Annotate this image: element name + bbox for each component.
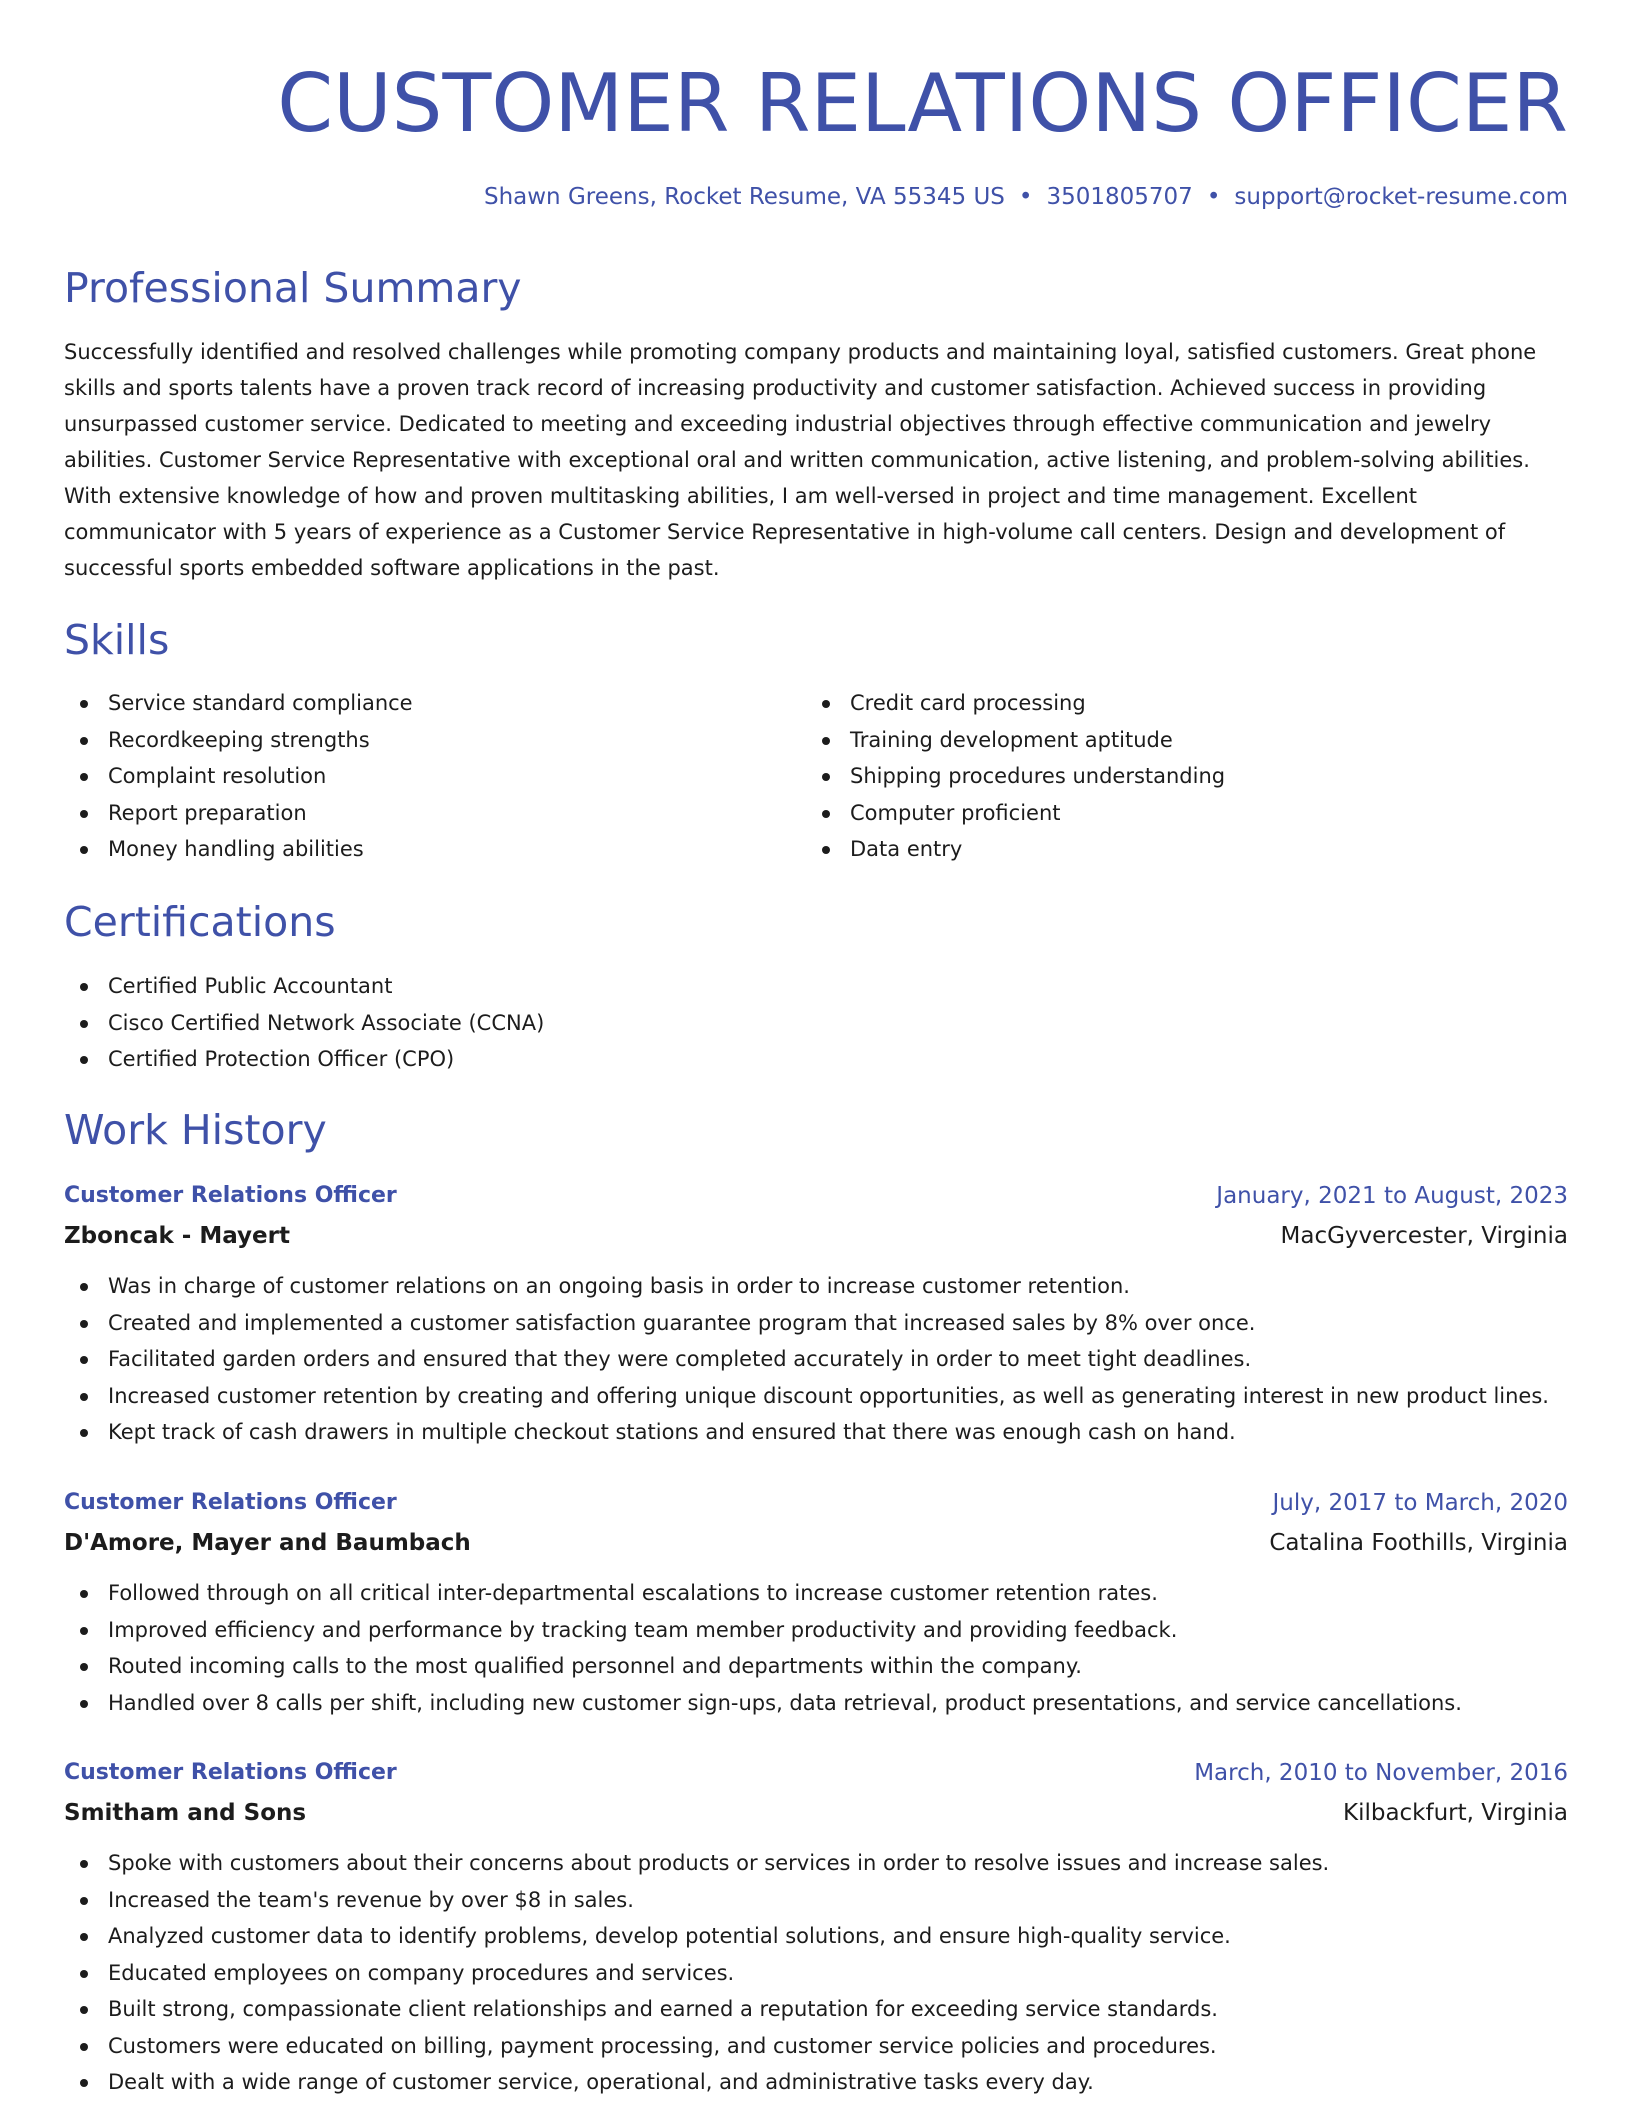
contact-line <box>484 180 1568 214</box>
contact-email: support@rocket-resume.com <box>1234 184 1568 210</box>
job-company-row <box>64 1523 1568 1563</box>
list-item: Money handling abilities <box>64 831 413 868</box>
job-title-row <box>64 1483 1568 1523</box>
list-item: Customers were educated on billing, payment processing, and customer service policies and procedures. <box>64 2028 1568 2065</box>
job-company-row <box>64 1793 1568 1833</box>
list-item: Educated employees on company procedures and services. <box>64 1955 1568 1992</box>
list-item: Kept track of cash drawers in multiple checkout stations and ensured that there was enough cash on hand. <box>64 1414 1568 1451</box>
list-item: Analyzed customer data to identify problems, develop potential solutions, and ensure high-quality service. <box>64 1918 1568 1955</box>
skills-heading: Skills <box>64 616 170 664</box>
skills-list-left <box>64 685 413 868</box>
list-item: Certified Protection Officer (CPO) <box>64 1041 544 1078</box>
contact-separator: • <box>1206 184 1221 210</box>
job-entry <box>64 1753 1568 2101</box>
resume-title: CUSTOMER RELATIONS OFFICER <box>277 57 1568 150</box>
list-item: Recordkeeping strengths <box>64 722 413 759</box>
job-dates: March, 2010 to November, 2016 <box>1194 1760 1568 1786</box>
list-item: Built strong, compassionate client relationships and earned a reputation for exceeding service standards. <box>64 1991 1568 2028</box>
job-entry <box>64 1483 1568 1721</box>
list-item: Report preparation <box>64 795 413 832</box>
job-bullets <box>64 1575 1568 1721</box>
list-item: Improved efficiency and performance by tracking team member productivity and providing feedback. <box>64 1612 1568 1649</box>
job-company-row <box>64 1216 1568 1256</box>
list-item: Credit card processing <box>806 685 1225 722</box>
job-title: Customer Relations Officer <box>64 1760 397 1785</box>
job-bullets <box>64 1845 1568 2101</box>
job-company: D'Amore, Mayer and Baumbach <box>64 1530 471 1556</box>
job-title: Customer Relations Officer <box>64 1490 397 1515</box>
list-item: Followed through on all critical inter-departmental escalations to increase customer retention rates. <box>64 1575 1568 1612</box>
list-item: Increased the team's revenue by over $8 in sales. <box>64 1882 1568 1919</box>
job-company: Zboncak - Mayert <box>64 1223 290 1249</box>
job-title-row <box>64 1176 1568 1216</box>
job-bullets <box>64 1268 1568 1451</box>
contact-phone: 3501805707 <box>1046 184 1193 210</box>
certifications-heading: Certifications <box>64 898 336 946</box>
job-title: Customer Relations Officer <box>64 1183 397 1208</box>
work-history-heading: Work History <box>64 1106 327 1154</box>
list-item: Training development aptitude <box>806 722 1225 759</box>
list-item: Computer proficient <box>806 795 1225 832</box>
job-dates: January, 2021 to August, 2023 <box>1216 1183 1568 1209</box>
list-item: Routed incoming calls to the most qualified personnel and departments within the company. <box>64 1648 1568 1685</box>
list-item: Handled over 8 calls per shift, including new customer sign-ups, data retrieval, product presentations, and service cancellations. <box>64 1685 1568 1722</box>
job-location: Catalina Foothills, Virginia <box>1269 1530 1568 1556</box>
list-item: Complaint resolution <box>64 758 413 795</box>
list-item: Facilitated garden orders and ensured that they were completed accurately in order to meet tight deadlines. <box>64 1341 1568 1378</box>
skills-list-right <box>806 685 1225 868</box>
job-title-row <box>64 1753 1568 1793</box>
job-company: Smitham and Sons <box>64 1800 307 1826</box>
job-location: MacGyvercester, Virginia <box>1280 1223 1568 1249</box>
list-item: Certified Public Accountant <box>64 968 544 1005</box>
job-location: Kilbackfurt, Virginia <box>1342 1800 1568 1826</box>
list-item: Spoke with customers about their concerns about products or services in order to resolve issues and increase sales. <box>64 1845 1568 1882</box>
job-dates: July, 2017 to March, 2020 <box>1272 1490 1568 1516</box>
list-item: Dealt with a wide range of customer service, operational, and administrative tasks every day. <box>64 2064 1568 2101</box>
contact-address: Shawn Greens, Rocket Resume, VA 55345 US <box>483 184 1005 210</box>
list-item: Shipping procedures understanding <box>806 758 1225 795</box>
list-item: Cisco Certified Network Associate (CCNA) <box>64 1005 544 1042</box>
job-entry <box>64 1176 1568 1451</box>
list-item: Created and implemented a customer satisfaction guarantee program that increased sales by 8% over once. <box>64 1305 1568 1342</box>
certifications-list <box>64 968 544 1078</box>
summary-heading: Professional Summary <box>64 264 522 312</box>
resume-page <box>64 0 1568 2112</box>
list-item: Increased customer retention by creating and offering unique discount opportunities, as well as generating interest in new product lines. <box>64 1378 1568 1415</box>
summary-text: Successfully identified and resolved challenges while promoting company products and maintaining loyal, satisfied customers. Great phone skills and sports talents have a proven track record of increasing productivity and customer satisfaction. Achieved success in providing unsurpassed customer service. Dedicated to meeting and exceeding industrial objectives through effective communication and jewelry abilities. Customer Service Representative with exceptional oral and written communication, active listening, and problem-solving abilities. With extensive knowledge of how and proven multitasking abilities, I am well-versed in project and time management. Excellent communicator with 5 years of experience as a Customer Service Representative in high-volume call centers. Design and development of successful sports embedded software applications in the past. <box>64 340 1537 580</box>
list-item: Service standard compliance <box>64 685 413 722</box>
contact-separator: • <box>1018 184 1033 210</box>
list-item: Was in charge of customer relations on an ongoing basis in order to increase customer retention. <box>64 1268 1568 1305</box>
list-item: Data entry <box>806 831 1225 868</box>
